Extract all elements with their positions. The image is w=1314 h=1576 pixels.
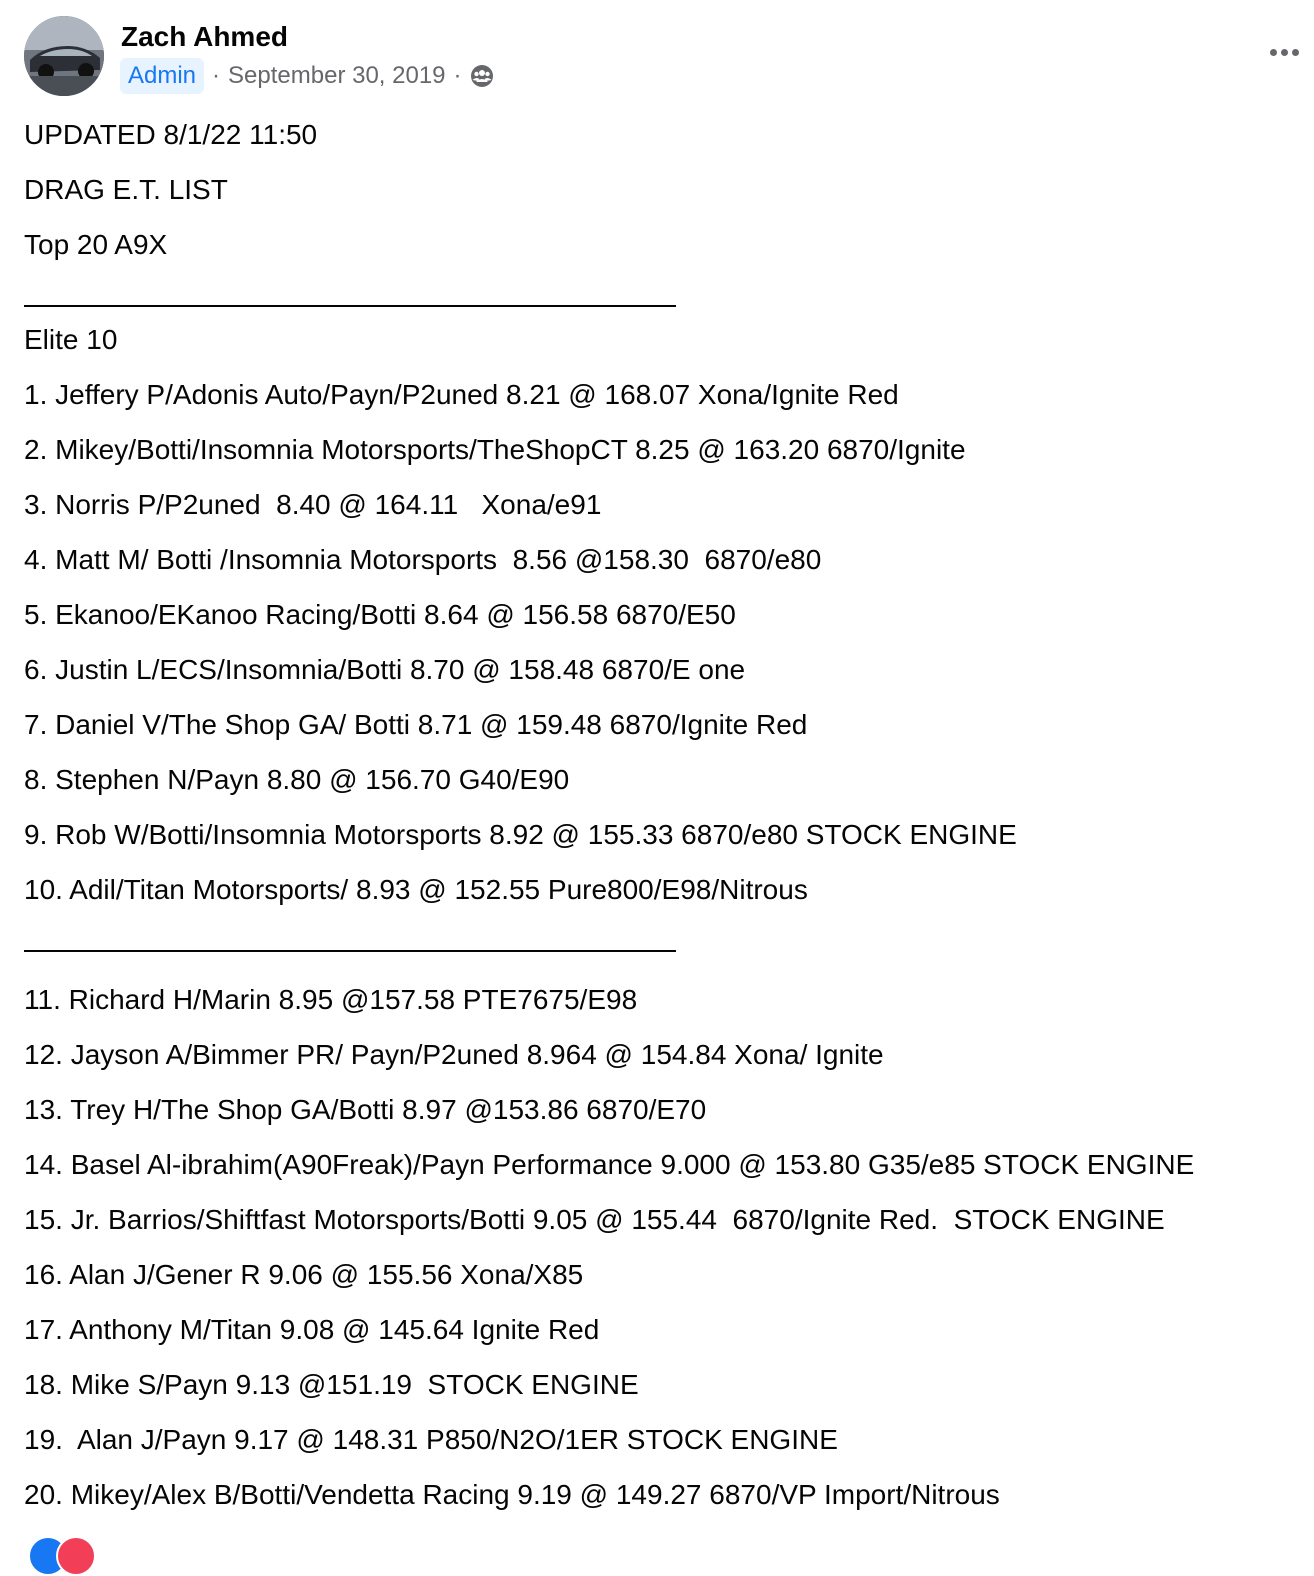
more-options-icon: [1281, 49, 1288, 56]
list-item: 6. Justin L/ECS/Insomnia/Botti 8.70 @ 158.48 6870/E one: [24, 654, 746, 685]
elite-heading: Elite 10: [24, 324, 118, 355]
list-item: 2. Mikey/Botti/Insomnia Motorsports/TheShopCT 8.25 @ 163.20 6870/Ignite: [24, 434, 966, 465]
divider: [24, 917, 1304, 972]
divider: [24, 272, 1304, 312]
more-options-icon: [1292, 49, 1299, 56]
list-item: 3. Norris P/P2uned 8.40 @ 164.11 Xona/e91: [24, 489, 602, 520]
list-item: 16. Alan J/Gener R 9.06 @ 155.56 Xona/X85: [24, 1259, 584, 1290]
list-item: 1. Jeffery P/Adonis Auto/Payn/P2uned 8.21 @ 168.07 Xona/Ignite Red: [24, 379, 899, 410]
list-subtitle: Top 20 A9X: [24, 229, 168, 260]
post-meta: [120, 58, 494, 94]
list-item: 7. Daniel V/The Shop GA/ Botti 8.71 @ 159.48 6870/Ignite Red: [24, 709, 808, 740]
list-item: 19. Alan J/Payn 9.17 @ 148.31 P850/N2O/1ER STOCK ENGINE: [24, 1424, 838, 1455]
list-item: 10. Adil/Titan Motorsports/ 8.93 @ 152.55 Pure800/E98/Nitrous: [24, 874, 808, 905]
list-item: 5. Ekanoo/EKanoo Racing/Botti 8.64 @ 156.58 6870/E50: [24, 599, 736, 630]
list-item: 11. Richard H/Marin 8.95 @157.58 PTE7675/E98: [24, 984, 638, 1015]
meta-separator: ·: [453, 62, 462, 89]
list-item: 14. Basel Al-ibrahim(A90Freak)/Payn Performance 9.000 @ 153.80 G35/e85 STOCK ENGINE: [24, 1149, 1195, 1180]
list-item: 13. Trey H/The Shop GA/Botti 8.97 @153.86 6870/E70: [24, 1094, 707, 1125]
admin-badge[interactable]: Admin: [120, 58, 204, 94]
list-title: DRAG E.T. LIST: [24, 174, 228, 205]
list-item: 8. Stephen N/Payn 8.80 @ 156.70 G40/E90: [24, 764, 570, 795]
reaction-summary[interactable]: [28, 1536, 108, 1556]
more-options-button[interactable]: [1264, 42, 1304, 62]
car-photo-icon: [24, 16, 104, 96]
list-item: 20. Mikey/Alex B/Botti/Vendetta Racing 9.19 @ 149.27 6870/VP Import/Nitrous: [24, 1479, 1000, 1510]
more-options-icon: [1270, 49, 1277, 56]
group-audience-icon[interactable]: [470, 64, 494, 88]
list-item: 12. Jayson A/Bimmer PR/ Payn/P2uned 8.964 @ 154.84 Xona/ Ignite: [24, 1039, 884, 1070]
post-date[interactable]: September 30, 2019: [228, 62, 446, 89]
post-body: [24, 107, 1304, 1522]
post-header: [24, 16, 1304, 96]
list-item: 18. Mike S/Payn 9.13 @151.19 STOCK ENGINE: [24, 1369, 639, 1400]
meta-separator: ·: [212, 62, 221, 89]
list-item: 15. Jr. Barrios/Shiftfast Motorsports/Botti 9.05 @ 155.44 6870/Ignite Red. STOCK ENGINE: [24, 1204, 1165, 1235]
author-avatar[interactable]: [24, 16, 104, 96]
author-name[interactable]: Zach Ahmed: [121, 21, 288, 52]
updated-line: UPDATED 8/1/22 11:50: [24, 119, 318, 150]
list-item: 17. Anthony M/Titan 9.08 @ 145.64 Ignite Red: [24, 1314, 600, 1345]
love-reaction-icon: [56, 1536, 96, 1576]
list-item: 9. Rob W/Botti/Insomnia Motorsports 8.92 @ 155.33 6870/e80 STOCK ENGINE: [24, 819, 1017, 850]
list-item: 4. Matt M/ Botti /Insomnia Motorsports 8.56 @158.30 6870/e80: [24, 544, 822, 575]
